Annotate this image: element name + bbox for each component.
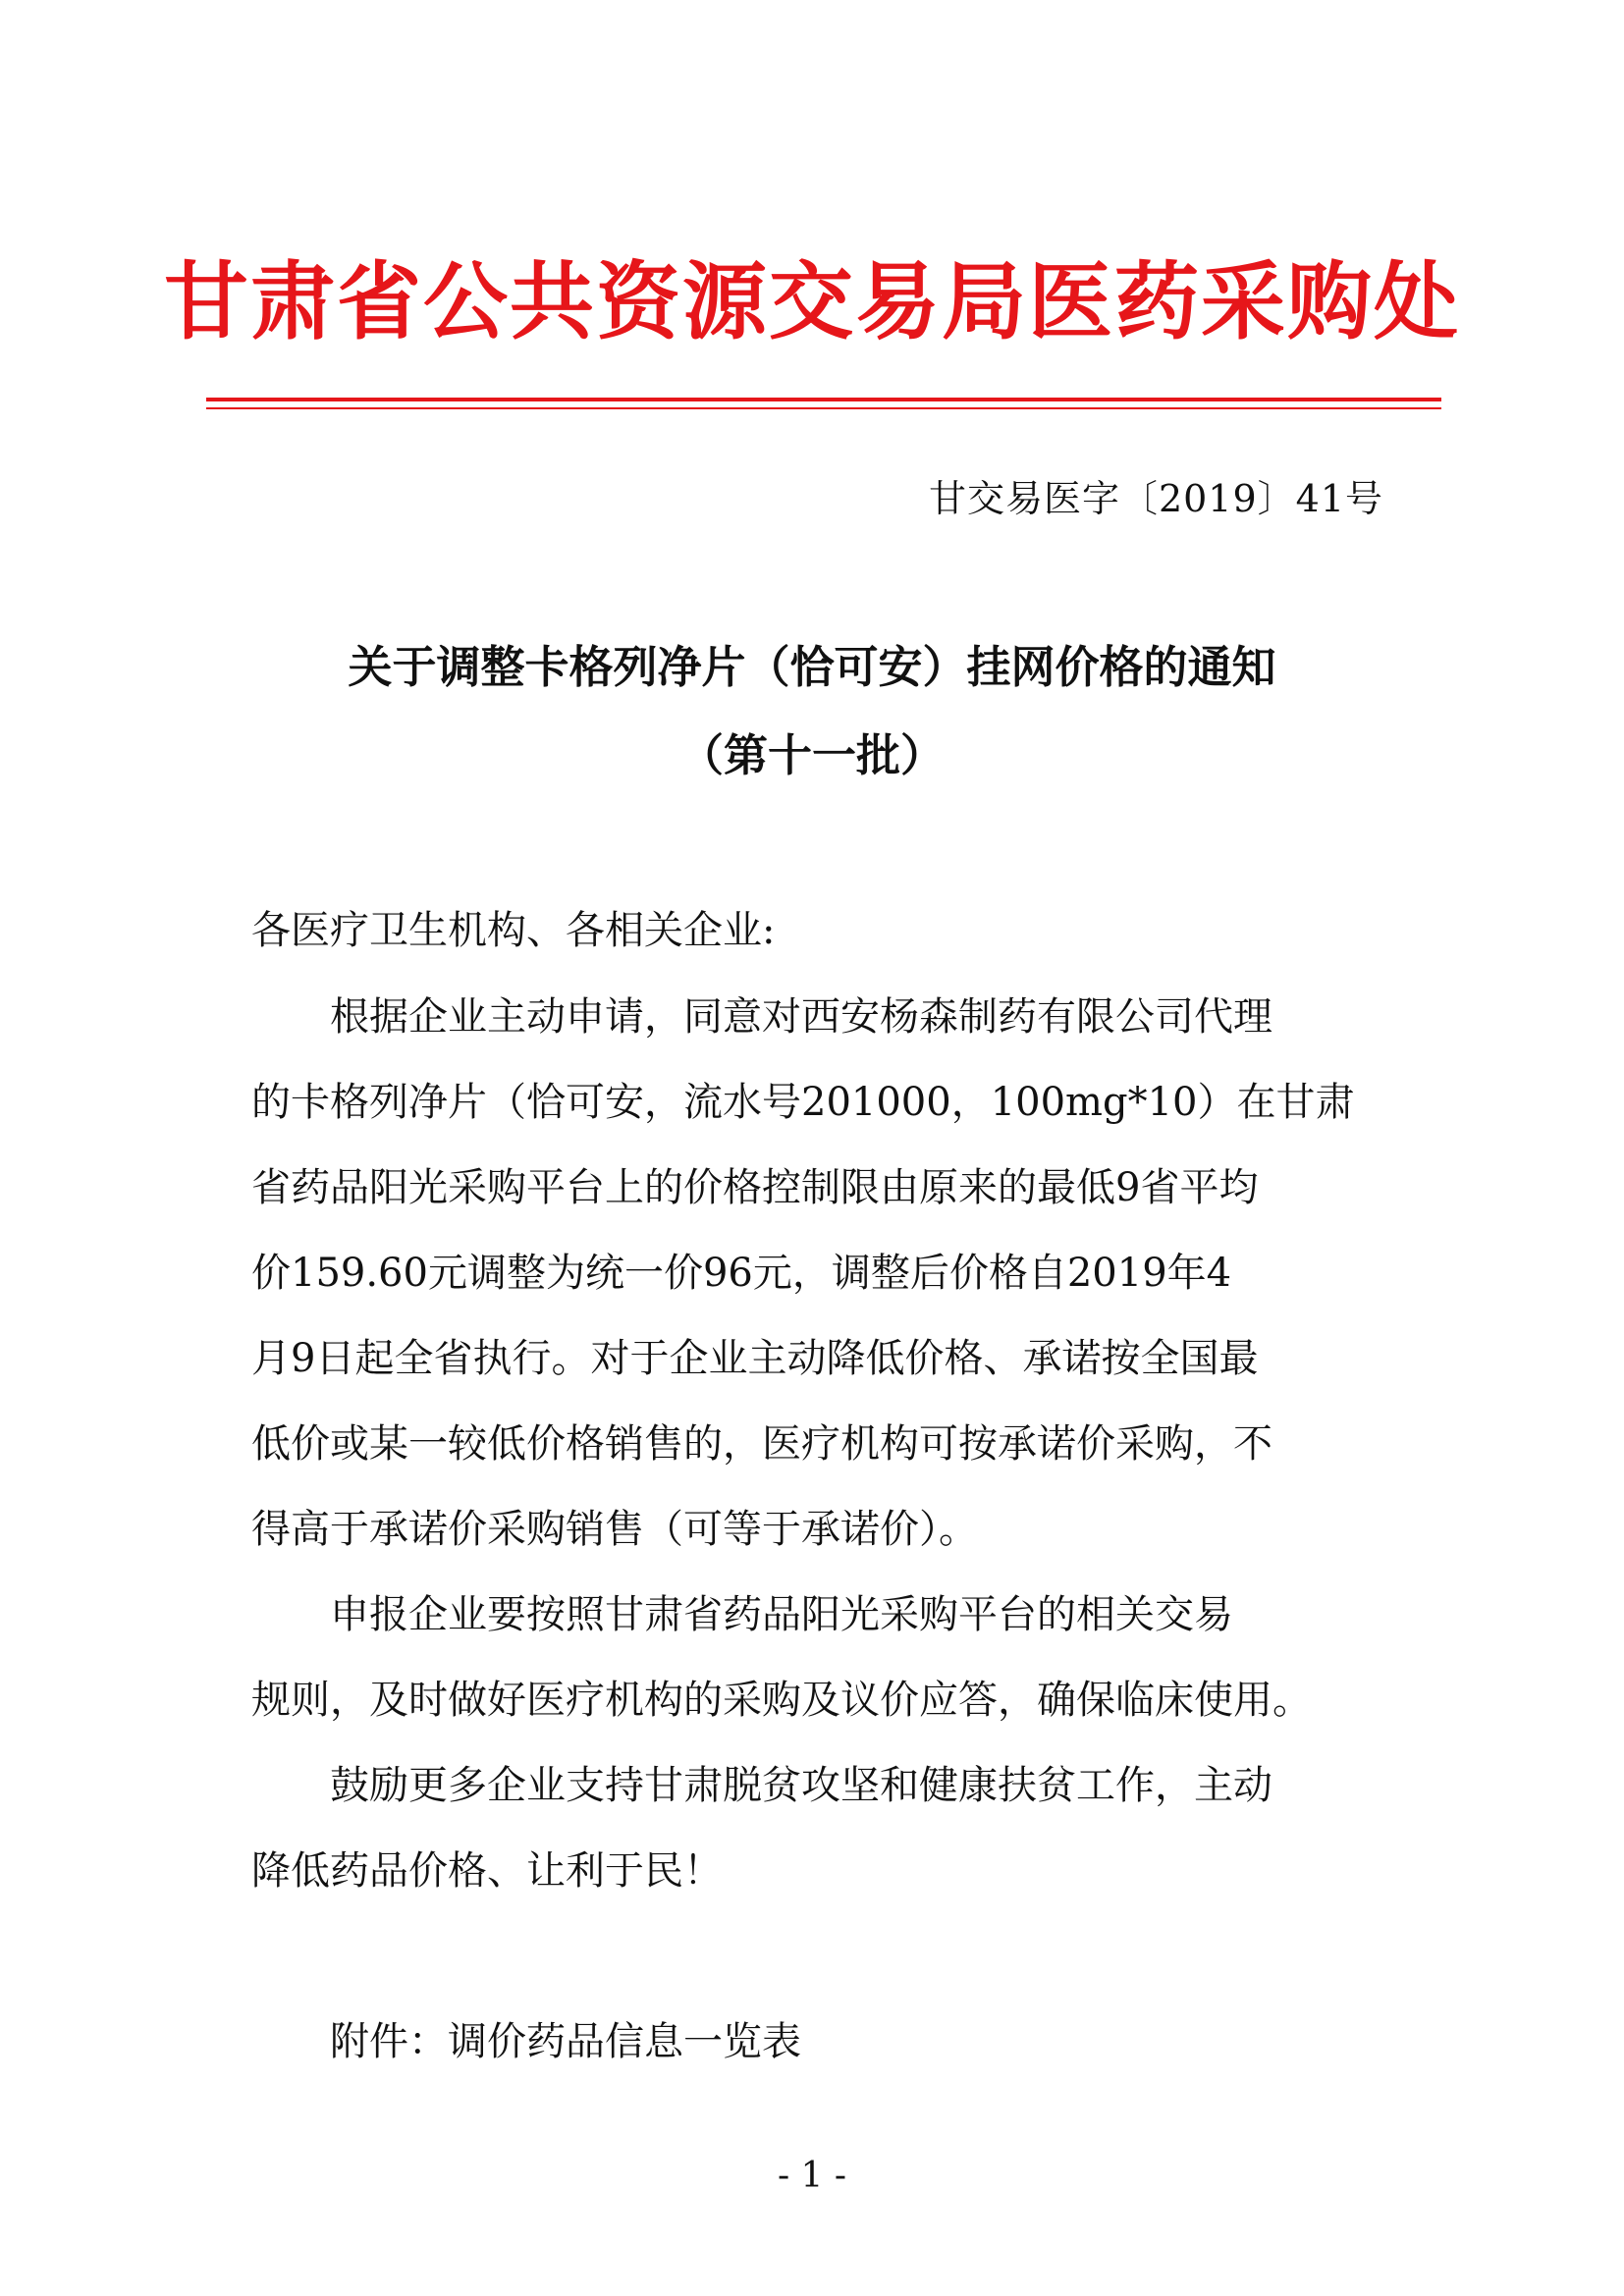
paragraph-2-line: 申报企业要按照甘肃省药品阳光采购平台的相关交易: [251, 1592, 1233, 1637]
header-red-rule-thin: [206, 407, 1441, 409]
page-number: - 1 -: [777, 2156, 847, 2196]
paragraph-1-line: 价159.60元调整为统一价96元，调整后价格自2019年4: [251, 1251, 1232, 1296]
paragraph-1-line: 的卡格列净片（恰可安，流水号201000，100mg*10）在甘肃: [251, 1080, 1355, 1125]
attachment-note: 附件：调价药品信息一览表: [251, 2019, 801, 2064]
paragraph-3-line: 鼓励更多企业支持甘肃脱贫攻坚和健康扶贫工作，主动: [251, 1763, 1272, 1808]
paragraph-1-line: 根据企业主动申请，同意对西安杨森制药有限公司代理: [251, 994, 1272, 1040]
paragraph-1-line: 月9日起全省执行。对于企业主动降低价格、承诺按全国最: [251, 1336, 1259, 1381]
document-title-line-1: 关于调整卡格列净片（恰可安）挂网价格的通知: [348, 641, 1276, 693]
header-red-rule-thick: [206, 398, 1441, 401]
paragraph-1-line: 省药品阳光采购平台上的价格控制限由原来的最低9省平均: [251, 1165, 1259, 1210]
paragraph-1-line: 低价或某一较低价格销售的，医疗机构可按承诺价采购，不: [251, 1421, 1272, 1467]
document-title-line-2: （第十一批）: [678, 729, 945, 781]
paragraph-3-line: 降低药品价格、让利于民！: [251, 1848, 723, 1894]
salutation: 各医疗卫生机构、各相关企业:: [251, 908, 776, 953]
document-number: 甘交易医字〔2019〕41号: [928, 477, 1383, 520]
paragraph-1-line: 得高于承诺价采购销售（可等于承诺价）。: [251, 1507, 978, 1552]
issuing-organization-header: 甘肃省公共资源交易局医药采购处: [164, 253, 1460, 351]
paragraph-2-line: 规则，及时做好医疗机构的采购及议价应答，确保临床使用。: [251, 1678, 1312, 1723]
